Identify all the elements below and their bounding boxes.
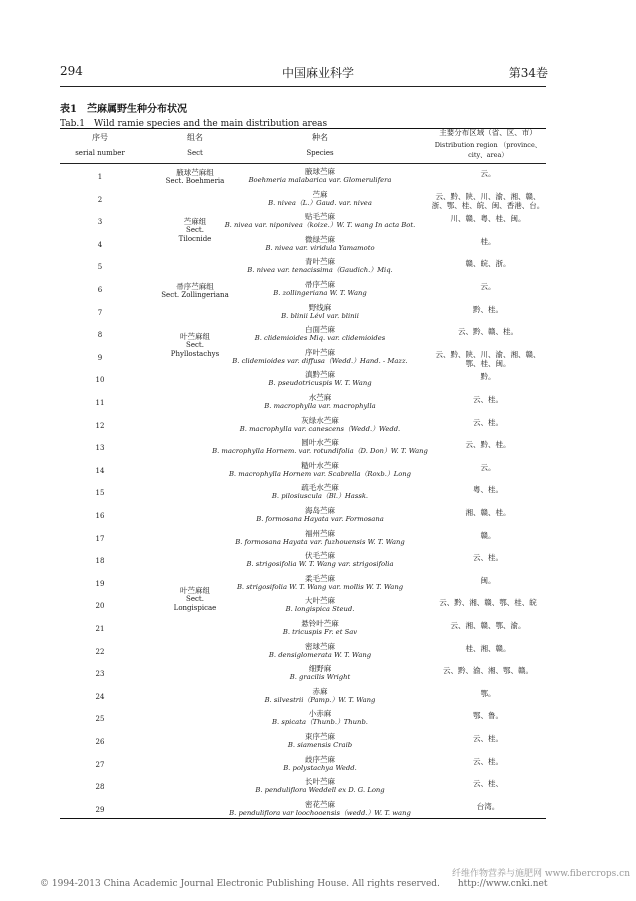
serial-number: 8 xyxy=(97,331,103,340)
serial-number: 18 xyxy=(95,557,105,566)
species-name-cn: 水苎麻 xyxy=(308,393,332,402)
distribution-cell: 鄂。 xyxy=(480,688,496,698)
distribution-cell: 云、桂。 xyxy=(473,417,503,427)
species-name-latin: B. blinii Lévl var. blinii xyxy=(281,311,359,320)
serial-number: 28 xyxy=(95,783,105,792)
distribution-cell: 桂、湘、赣。 xyxy=(465,643,511,653)
group-label: 苎麻组 Sect. Tilocnide xyxy=(178,217,212,243)
table-caption-cn: 表1 苎麻属野生种分布状况 xyxy=(60,104,187,115)
distribution-cell: 云、黔、陕、川、渝、湘、赣、浙、鄂、桂、皖、闽、香港、台。 xyxy=(431,191,545,210)
serial-number: 26 xyxy=(95,738,105,746)
species-name-latin: B. pseudotricuspis W. T. Wang xyxy=(268,379,372,388)
running-header xyxy=(0,62,636,82)
species-name-latin: B. strigosifolia W. T. Wang var. mollis W. T. Wang xyxy=(236,582,404,591)
species-cell xyxy=(205,167,435,185)
species-name-cn: 灰绿水苎麻 xyxy=(301,415,339,425)
serial-number: 5 xyxy=(97,263,103,272)
distribution-cell: 湘、赣、桂。 xyxy=(465,508,511,517)
serial-number: 20 xyxy=(95,602,105,611)
species-name-latin: B. siamensis Craib xyxy=(287,741,353,749)
species-cell xyxy=(205,483,435,501)
distribution-cell: 云、黔、渝、湘、鄂、赣。 xyxy=(443,666,533,676)
species-name-latin: B. clidemioides var. diffusa（Wedd.）Hand. - Mazz. xyxy=(232,356,408,365)
species-cell xyxy=(205,619,435,637)
species-cell xyxy=(205,325,435,343)
species-name-cn: 腋球苎麻 xyxy=(305,167,335,176)
species-cell xyxy=(205,212,435,230)
species-name-cn: 微绿苎麻 xyxy=(305,234,335,244)
col-header-sect: 组名 Sect xyxy=(187,133,203,157)
table-caption-en: Tab.1 Wild ramie species and the main distribution areas xyxy=(60,119,328,129)
serial-number: 17 xyxy=(95,534,105,543)
group-label: 叶苎麻组 Sect. Longispicae xyxy=(173,586,217,612)
species-cell xyxy=(205,506,435,524)
species-cell xyxy=(205,709,435,727)
serial-number: 23 xyxy=(95,670,105,679)
distribution-cell: 云、黔、陕、川、渝、湘、赣、鄂、桂、闽。 xyxy=(435,349,541,368)
distribution-cell: 台湾。 xyxy=(476,801,500,811)
species-cell xyxy=(205,280,435,298)
serial-number: 24 xyxy=(95,692,105,701)
species-cell xyxy=(205,529,435,547)
page-number: 294 xyxy=(60,64,83,78)
species-name-cn: 海岛苎麻 xyxy=(305,506,335,515)
species-cell xyxy=(205,370,435,388)
species-cell xyxy=(205,642,435,660)
species-name-cn: 滇黔苎麻 xyxy=(305,370,335,380)
col-header-distribution: 主要分布区域（省、区、市） Distribution region （province、city、area） xyxy=(434,128,542,159)
serial-number: 16 xyxy=(95,512,105,520)
distribution-cell: 赣、皖、浙。 xyxy=(465,259,511,269)
serial-number: 15 xyxy=(95,489,105,498)
table-bottom-rule xyxy=(60,818,546,819)
species-name-latin: B. pilosiuscula（Bl.）Hassk. xyxy=(271,492,369,501)
species-cell xyxy=(205,257,435,275)
species-cell xyxy=(205,461,435,479)
species-name-latin: B. penduliflora var loochooensis（wedd.）W. T. wang xyxy=(229,808,411,817)
serial-number: 7 xyxy=(97,308,103,317)
distribution-cell: 鄂、鲁。 xyxy=(473,711,503,721)
species-name-cn: 青叶苎麻 xyxy=(305,257,335,267)
group-label: 帚序苎麻组 Sect. Zollingeriana xyxy=(161,282,229,299)
species-name-cn: 小赤麻 xyxy=(308,709,332,719)
distribution-cell: 云。 xyxy=(480,282,496,291)
volume-label: 第34卷 xyxy=(508,66,548,80)
species-cell xyxy=(205,348,435,366)
distribution-cell: 云。 xyxy=(480,462,496,472)
group-label: 叶苎麻组 Sect. Phyllostachys xyxy=(170,332,220,358)
species-name-cn: 大叶苎麻 xyxy=(305,596,335,606)
species-cell xyxy=(205,574,435,592)
species-name-cn: 野线麻 xyxy=(308,302,332,312)
table-head-rule xyxy=(60,163,546,164)
species-cell xyxy=(205,732,435,750)
species-name-latin: B. macrophylla var. macrophylla xyxy=(264,402,376,410)
species-cell xyxy=(205,664,435,682)
species-name-latin: B. silvestrii（Pamp.）W. T. Wang xyxy=(264,695,376,704)
species-name-latin: Boehmeria malabarica var. Glomerulifera xyxy=(248,176,392,184)
species-name-latin: B. spicata（Thunb.）Thunb. xyxy=(272,718,368,727)
species-cell xyxy=(205,596,435,614)
distribution-cell: 闽。 xyxy=(480,575,496,585)
species-name-cn: 悬铃叶苎麻 xyxy=(301,619,339,628)
species-name-latin: B. tricuspis Fr. et Sav xyxy=(282,628,358,636)
distribution-cell: 云、桂。 xyxy=(473,734,503,743)
species-name-cn: 福州苎麻 xyxy=(305,528,335,538)
species-cell xyxy=(205,303,435,321)
species-name-latin: B. formosana Hayata var. Formosana xyxy=(256,515,384,523)
serial-number: 4 xyxy=(97,240,103,249)
species-name-latin: B. nivea（L.）Gaud. var. nivea xyxy=(268,198,372,207)
species-name-cn: 圆叶水苎麻 xyxy=(301,438,339,448)
species-name-latin: B. macrophylla Hornem var. Scabrella（Roxb.）Long xyxy=(228,469,412,478)
species-name-cn: 柔毛苎麻 xyxy=(305,573,335,583)
distribution-cell: 粤、桂。 xyxy=(473,485,503,495)
distribution-cell: 赣。 xyxy=(480,530,496,540)
species-cell xyxy=(205,235,435,253)
species-name-cn: 密球苎麻 xyxy=(305,641,335,651)
species-cell xyxy=(205,190,435,208)
species-cell xyxy=(205,438,435,456)
species-name-latin: B. gracilis Wright xyxy=(289,673,351,682)
distribution-cell: 云、桂。 xyxy=(473,756,503,766)
species-name-cn: 序叶苎麻 xyxy=(305,347,335,357)
distribution-cell: 黔、桂。 xyxy=(473,304,503,314)
species-cell xyxy=(205,551,435,569)
group-label: 腋球苎麻组 Sect. Boehmeria xyxy=(165,168,225,185)
species-name-cn: 帚序苎麻 xyxy=(305,280,335,289)
col-header-serial: 序号 serial number xyxy=(75,133,125,157)
species-name-cn: 白面苎麻 xyxy=(305,325,335,335)
serial-number: 27 xyxy=(95,760,105,769)
species-name-latin: B. clidemioides Miq. var. clidemioides xyxy=(254,334,386,343)
col-header-species: 种名 Species xyxy=(306,133,334,157)
species-name-latin: B. longispica Steud. xyxy=(285,605,355,614)
distribution-cell: 云。 xyxy=(480,169,496,178)
species-name-cn: 贴毛苎麻 xyxy=(305,212,335,222)
serial-number: 21 xyxy=(95,625,105,633)
species-name-cn: 糙叶水苎麻 xyxy=(301,460,339,470)
distribution-cell: 云、湘、赣、鄂、渝。 xyxy=(450,621,526,630)
distribution-cell: 云、黔、赣、桂。 xyxy=(458,327,518,337)
header-rule xyxy=(60,86,546,87)
species-cell xyxy=(205,416,435,434)
species-name-cn: 长叶苎麻 xyxy=(305,777,335,787)
species-name-cn: 赤麻 xyxy=(312,686,328,696)
species-name-cn: 细野麻 xyxy=(308,664,332,674)
serial-number: 19 xyxy=(95,579,105,588)
serial-number: 22 xyxy=(95,647,105,656)
species-cell xyxy=(205,393,435,411)
distribution-cell: 云、桂。 xyxy=(473,553,503,563)
serial-number: 9 xyxy=(97,353,103,362)
species-name-latin: B. nivea var. viridula Yamamoto xyxy=(265,243,375,252)
species-name-cn: 密花苎麻 xyxy=(305,799,335,809)
serial-number: 10 xyxy=(95,376,105,385)
distribution-cell: 云、黔、湘、赣、鄂、桂、皖 xyxy=(439,598,537,608)
species-cell xyxy=(205,755,435,773)
serial-number: 2 xyxy=(97,195,103,204)
distribution-cell: 云、黔、桂。 xyxy=(465,440,511,450)
distribution-cell: 黔。 xyxy=(480,372,496,382)
species-name-cn: 苎麻 xyxy=(312,189,328,199)
species-name-latin: B. nivea var. tenacissima（Gaudich.）Miq. xyxy=(247,266,393,275)
distribution-cell: 云、桂。 xyxy=(473,395,503,404)
journal-title: 中国麻业科学 xyxy=(281,66,354,80)
serial-number: 25 xyxy=(95,715,105,724)
species-cell xyxy=(205,800,435,818)
serial-number: 14 xyxy=(95,466,105,475)
distribution-cell: 川、赣、粤、桂、闽。 xyxy=(450,214,526,224)
serial-number: 12 xyxy=(95,421,105,430)
species-name-latin: B. macrophylla var. canescens（Wedd.）Wedd. xyxy=(239,424,401,433)
copyright-footer: © 1994-2013 China Academic Journal Electronic Publishing House. All rights reserved. http://www.cnki.net xyxy=(40,879,548,889)
species-name-latin: B. zollingeriana W. T. Wang xyxy=(273,289,367,297)
species-name-cn: 疏毛水苎麻 xyxy=(301,483,339,493)
species-name-latin: B. formosana Hayata var. fuzhouensis W. T. Wang xyxy=(235,537,405,546)
species-name-latin: B. nivea var. niponivea（koize.）W. T. wang In acta Bot. xyxy=(224,221,416,230)
species-cell xyxy=(205,777,435,795)
distribution-cell: 云、桂、 xyxy=(473,779,503,789)
species-cell xyxy=(205,687,435,705)
species-name-cn: 歧序苎麻 xyxy=(305,754,335,764)
serial-number: 11 xyxy=(95,399,105,407)
species-name-latin: B. densiglomerata W. T. Wang xyxy=(268,650,372,659)
species-name-latin: B. strigosifolia W. T. Wang var. strigosifolia xyxy=(246,560,394,569)
species-name-latin: B. polystachya Wedd. xyxy=(283,763,357,772)
serial-number: 6 xyxy=(97,286,103,294)
serial-number: 29 xyxy=(95,805,105,814)
species-name-latin: B. macrophylla Hornem. var. rotundifolia（D. Don）W. T. Wang xyxy=(212,447,428,456)
distribution-cell: 桂。 xyxy=(480,236,496,246)
watermark: 纤维作物营养与施肥网 www.fibercrops.cn xyxy=(452,869,630,879)
species-name-cn: 束序苎麻 xyxy=(305,732,335,741)
serial-number: 13 xyxy=(95,444,105,453)
species-name-cn: 伏毛苎麻 xyxy=(305,551,335,561)
serial-number: 1 xyxy=(97,173,103,181)
species-name-latin: B. penduliflora Weddell ex D. G. Long xyxy=(255,786,385,795)
serial-number: 3 xyxy=(97,218,103,227)
